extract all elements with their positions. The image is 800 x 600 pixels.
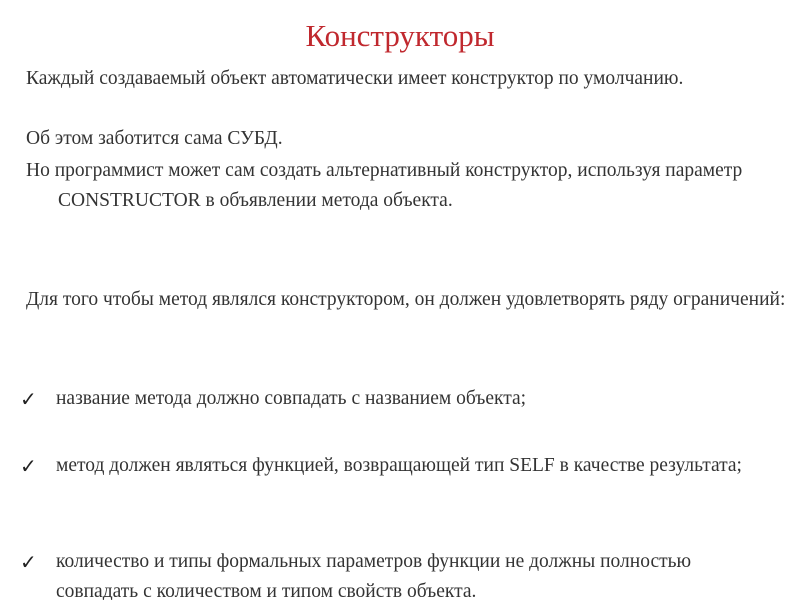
paragraph-constraints-intro: Для того чтобы метод являлся конструктором, он должен удовлетворять ряду ограничений: bbox=[26, 289, 786, 310]
bullet-text: метод должен являться функцией, возвращающей тип SELF в качестве результата; bbox=[56, 455, 742, 476]
check-icon: ✓ bbox=[20, 454, 37, 478]
slide-title: Конструкторы bbox=[305, 18, 495, 53]
paragraph-default-constructor: Каждый создаваемый объект автоматически имеет конструктор по умолчанию. bbox=[26, 68, 684, 89]
bullet-text: количество и типы формальных параметров функции не должны полностью совпадать с количеством и типом свойств объекта. bbox=[56, 551, 692, 600]
paragraph-dbms-care: Об этом заботится сама СУБД. bbox=[26, 128, 283, 149]
bullet-text: название метода должно совпадать с названием объекта; bbox=[56, 388, 527, 409]
check-icon: ✓ bbox=[20, 387, 37, 411]
check-icon: ✓ bbox=[20, 550, 37, 574]
paragraph-alternative-constructor: Но программист может сам создать альтернативный конструктор, используя параметр CONSTRUCTOR в объявлении метода объекта. bbox=[26, 160, 743, 211]
